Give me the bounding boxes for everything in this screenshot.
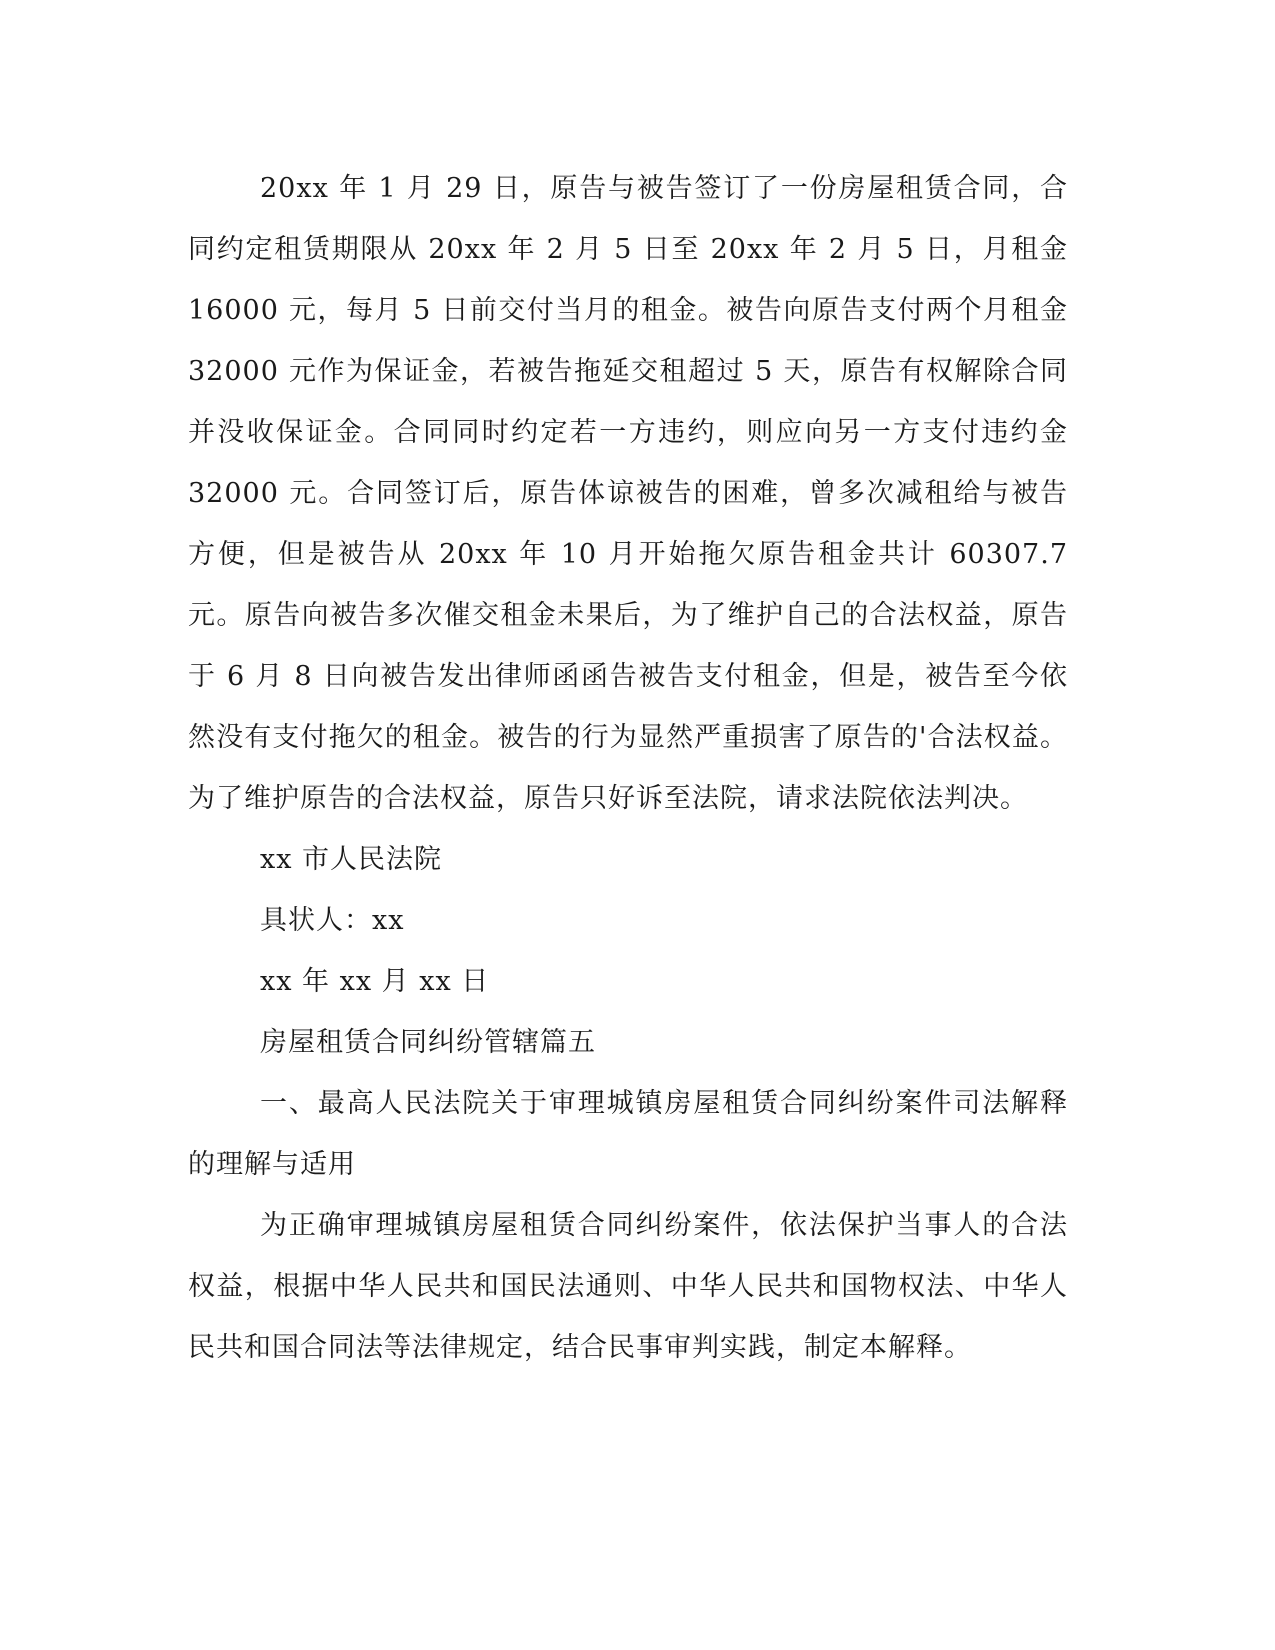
- interpretation-intro-paragraph: 为正确审理城镇房屋租赁合同纠纷案件，依法保护当事人的合法权益，根据中华人民共和国民法通则、中华人民共和国物权法、中华人民共和国合同法等法律规定，结合民事审判实践，制定本解释。: [188, 1210, 1068, 1363]
- court-name-line: xx 市人民法院: [260, 844, 443, 875]
- plaintiff-signature-line: 具状人：xx: [260, 905, 405, 936]
- date-line: xx 年 xx 月 xx 日: [260, 966, 490, 997]
- section-title: 房屋租赁合同纠纷管辖篇五: [260, 1027, 596, 1058]
- lawsuit-facts-paragraph: 20xx 年 1 月 29 日，原告与被告签订了一份房屋租赁合同，合同约定租赁期限从 20xx 年 2 月 5 日至 20xx 年 2 月 5 日，月租金 16000 元，每月 5 日前交付当月的租金。被告向原告支付两个月租金 32000 元作为保证金，若被告拖延交租超过 5 天，原告有权解除合同并没收保证金。合同同时约定若一方违约，则应向另一方支付违约金 32000 元。合同签订后，原告体谅被告的困难，曾多次减租给与被告方便，但是被告从 20xx 年 10 月开始拖欠原告租金共计 60307.7 元。原告向被告多次催交租金未果后，为了维护自己的合法权益，原告于 6 月 8 日向被告发出律师函函告被告支付租金，但是，被告至今依然没有支付拖欠的租金。被告的行为显然严重损害了原告的'合法权益。为了维护原告的合法权益，原告只好诉至法院，请求法院依法判决。: [188, 173, 1068, 814]
- heading-one: 一、最高人民法院关于审理城镇房屋租赁合同纠纷案件司法解释的理解与适用: [188, 1088, 1068, 1180]
- document-body: [188, 158, 1068, 1378]
